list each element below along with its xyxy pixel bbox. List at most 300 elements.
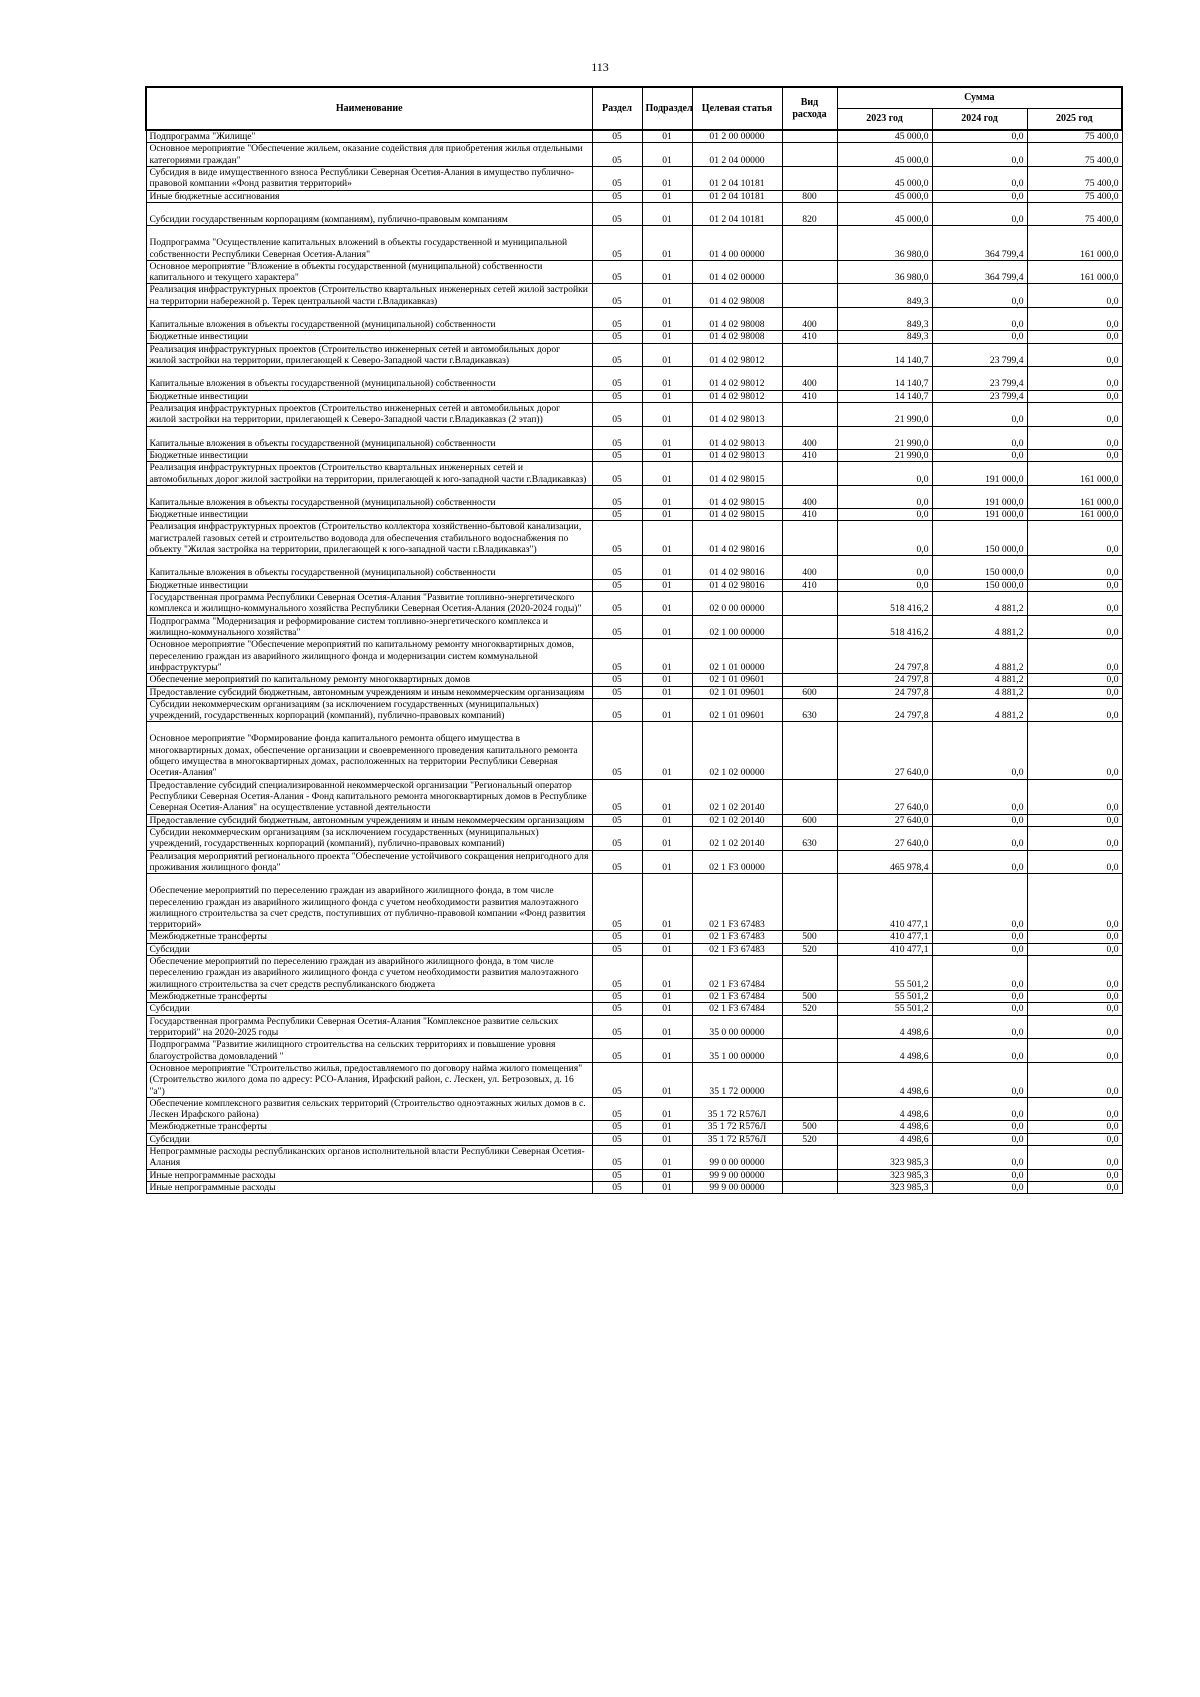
cell-name: Основное мероприятие "Обеспечение мероприятий по капитальному ремонту многоквартирных домов, переселению граждан из аварийного жилищного фонда и модернизации систем коммунальной инфраструктуры"	[146, 639, 592, 674]
table-row	[146, 592, 1122, 616]
cell-expense-type	[782, 722, 837, 779]
cell-sum-2025: 0,0	[1027, 1039, 1122, 1063]
cell-sum-2024: 0,0	[932, 1182, 1027, 1194]
cell-target-article: 02 1 01 09601	[692, 674, 782, 686]
cell-podrazdel: 01	[642, 956, 692, 991]
cell-sum-2023: 4 498,6	[837, 1121, 932, 1133]
cell-sum-2025: 0,0	[1027, 1015, 1122, 1039]
cell-sum-2025: 0,0	[1027, 943, 1122, 955]
cell-sum-2025: 0,0	[1027, 331, 1122, 343]
cell-razdel: 05	[592, 956, 642, 991]
header-podrazdel: Подраздел	[642, 87, 692, 130]
cell-expense-type	[782, 639, 837, 674]
cell-sum-2023: 55 501,2	[837, 991, 932, 1003]
cell-target-article: 01 4 02 98012	[692, 390, 782, 402]
cell-sum-2024: 0,0	[932, 779, 1027, 814]
table-row	[146, 931, 1122, 943]
table-row	[146, 390, 1122, 402]
cell-sum-2024: 0,0	[932, 202, 1027, 225]
cell-sum-2025: 0,0	[1027, 426, 1122, 449]
cell-name: Бюджетные инвестиции	[146, 449, 592, 461]
table-row	[146, 402, 1122, 426]
cell-podrazdel: 01	[642, 1121, 692, 1133]
cell-podrazdel: 01	[642, 343, 692, 367]
cell-sum-2025: 75 400,0	[1027, 143, 1122, 167]
cell-razdel: 05	[592, 402, 642, 426]
cell-sum-2025: 75 400,0	[1027, 130, 1122, 143]
cell-target-article: 99 9 00 00000	[692, 1182, 782, 1194]
cell-expense-type: 500	[782, 991, 837, 1003]
cell-sum-2024: 0,0	[932, 1121, 1027, 1133]
cell-sum-2024: 0,0	[932, 402, 1027, 426]
cell-sum-2024: 0,0	[932, 1039, 1027, 1063]
cell-sum-2024: 0,0	[932, 874, 1027, 931]
cell-name: Непрограммные расходы республиканских органов исполнительной власти Республики Северная Осетия-Алания	[146, 1146, 592, 1170]
cell-expense-type: 500	[782, 931, 837, 943]
cell-razdel: 05	[592, 462, 642, 486]
cell-podrazdel: 01	[642, 331, 692, 343]
cell-razdel: 05	[592, 390, 642, 402]
cell-name: Обеспечение мероприятий по переселению граждан из аварийного жилищного фонда, в том числе переселению граждан из аварийного жилищного фонда с учетом необходимости развития малоэтажного жилищного строительства за счет средств, поступивших от публично-правовой компании «Фонд развития территорий»	[146, 874, 592, 931]
cell-razdel: 05	[592, 1169, 642, 1181]
cell-podrazdel: 01	[642, 130, 692, 143]
cell-sum-2024: 0,0	[932, 143, 1027, 167]
cell-name: Бюджетные инвестиции	[146, 509, 592, 521]
cell-sum-2025: 0,0	[1027, 1097, 1122, 1121]
cell-sum-2025: 161 000,0	[1027, 226, 1122, 261]
cell-target-article: 35 1 72 R576Л	[692, 1121, 782, 1133]
budget-table	[145, 86, 1123, 1194]
cell-sum-2023: 410 477,1	[837, 931, 932, 943]
cell-razdel: 05	[592, 850, 642, 874]
cell-sum-2024: 0,0	[932, 1062, 1027, 1097]
table-row	[146, 556, 1122, 579]
cell-target-article: 35 1 72 R576Л	[692, 1133, 782, 1145]
cell-name: Субсидии	[146, 943, 592, 955]
cell-sum-2023: 45 000,0	[837, 202, 932, 225]
cell-target-article: 01 4 02 98015	[692, 485, 782, 508]
cell-sum-2025: 0,0	[1027, 991, 1122, 1003]
cell-name: Иные бюджетные ассигнования	[146, 190, 592, 202]
cell-sum-2024: 4 881,2	[932, 592, 1027, 616]
cell-sum-2024: 191 000,0	[932, 485, 1027, 508]
table-row	[146, 1097, 1122, 1121]
cell-expense-type: 400	[782, 367, 837, 390]
cell-sum-2024: 23 799,4	[932, 390, 1027, 402]
table-row	[146, 850, 1122, 874]
cell-sum-2023: 14 140,7	[837, 367, 932, 390]
table-row	[146, 686, 1122, 698]
cell-expense-type	[782, 260, 837, 284]
cell-target-article: 02 1 00 00000	[692, 615, 782, 639]
cell-expense-type: 630	[782, 698, 837, 722]
cell-razdel: 05	[592, 130, 642, 143]
cell-target-article: 01 2 04 00000	[692, 143, 782, 167]
cell-razdel: 05	[592, 331, 642, 343]
cell-sum-2023: 21 990,0	[837, 426, 932, 449]
cell-sum-2024: 0,0	[932, 190, 1027, 202]
cell-podrazdel: 01	[642, 1146, 692, 1170]
cell-podrazdel: 01	[642, 1039, 692, 1063]
cell-razdel: 05	[592, 202, 642, 225]
cell-razdel: 05	[592, 143, 642, 167]
cell-name: Капитальные вложения в объекты государственной (муниципальной) собственности	[146, 556, 592, 579]
table-row	[146, 449, 1122, 461]
cell-sum-2024: 0,0	[932, 284, 1027, 308]
cell-sum-2023: 14 140,7	[837, 343, 932, 367]
cell-podrazdel: 01	[642, 826, 692, 850]
cell-name: Предоставление субсидий бюджетным, автономным учреждениям и иным некоммерческим организациям	[146, 814, 592, 826]
cell-name: Капитальные вложения в объекты государственной (муниципальной) собственности	[146, 426, 592, 449]
table-row	[146, 509, 1122, 521]
cell-expense-type	[782, 1062, 837, 1097]
cell-sum-2023: 4 498,6	[837, 1015, 932, 1039]
cell-sum-2024: 23 799,4	[932, 343, 1027, 367]
table-row	[146, 1015, 1122, 1039]
cell-name: Обеспечение мероприятий по переселению граждан из аварийного жилищного фонда, в том числе переселению граждан из аварийного жилищного фонда с учетом необходимости развития малоэтажного жилищного строительства за счет средств республиканского бюджета	[146, 956, 592, 991]
cell-sum-2025: 0,0	[1027, 639, 1122, 674]
cell-sum-2024: 0,0	[932, 814, 1027, 826]
cell-expense-type	[782, 166, 837, 190]
cell-podrazdel: 01	[642, 485, 692, 508]
table-row	[146, 331, 1122, 343]
table-row	[146, 1039, 1122, 1063]
table-row	[146, 1121, 1122, 1133]
cell-expense-type	[782, 1146, 837, 1170]
table-row	[146, 615, 1122, 639]
cell-sum-2023: 4 498,6	[837, 1039, 932, 1063]
cell-razdel: 05	[592, 931, 642, 943]
cell-podrazdel: 01	[642, 1169, 692, 1181]
cell-expense-type	[782, 402, 837, 426]
cell-podrazdel: 01	[642, 722, 692, 779]
cell-target-article: 01 2 00 00000	[692, 130, 782, 143]
cell-razdel: 05	[592, 166, 642, 190]
cell-sum-2025: 0,0	[1027, 1146, 1122, 1170]
cell-sum-2025: 0,0	[1027, 308, 1122, 331]
cell-sum-2024: 364 799,4	[932, 260, 1027, 284]
table-row	[146, 874, 1122, 931]
cell-sum-2024: 0,0	[932, 1003, 1027, 1015]
cell-podrazdel: 01	[642, 639, 692, 674]
cell-podrazdel: 01	[642, 308, 692, 331]
cell-name: Капитальные вложения в объекты государственной (муниципальной) собственности	[146, 308, 592, 331]
cell-sum-2023: 465 978,4	[837, 850, 932, 874]
cell-sum-2024: 191 000,0	[932, 509, 1027, 521]
cell-sum-2025: 161 000,0	[1027, 485, 1122, 508]
cell-name: Реализация мероприятий регионального проекта "Обеспечение устойчивого сокращения непригодного для проживания жилищного фонда"	[146, 850, 592, 874]
table-row	[146, 991, 1122, 1003]
cell-expense-type	[782, 1015, 837, 1039]
cell-razdel: 05	[592, 779, 642, 814]
cell-target-article: 01 4 02 98016	[692, 556, 782, 579]
cell-sum-2025: 0,0	[1027, 1133, 1122, 1145]
cell-sum-2025: 0,0	[1027, 850, 1122, 874]
cell-name: Субсидия в виде имущественного взноса Республики Северная Осетия-Алания в имущество публично-правовой компании «Фонд развития территорий»	[146, 166, 592, 190]
cell-sum-2024: 191 000,0	[932, 462, 1027, 486]
cell-sum-2025: 0,0	[1027, 1062, 1122, 1097]
cell-podrazdel: 01	[642, 367, 692, 390]
cell-sum-2025: 0,0	[1027, 390, 1122, 402]
cell-sum-2025: 0,0	[1027, 814, 1122, 826]
cell-expense-type: 410	[782, 579, 837, 591]
cell-podrazdel: 01	[642, 260, 692, 284]
cell-expense-type	[782, 343, 837, 367]
cell-target-article: 01 2 04 10181	[692, 166, 782, 190]
table-row	[146, 143, 1122, 167]
cell-expense-type	[782, 615, 837, 639]
cell-sum-2023: 45 000,0	[837, 190, 932, 202]
cell-name: Основное мероприятие "Обеспечение жильем, оказание содействия для приобретения жилья отдельными категориями граждан"	[146, 143, 592, 167]
cell-target-article: 01 2 04 10181	[692, 190, 782, 202]
cell-razdel: 05	[592, 556, 642, 579]
cell-sum-2025: 0,0	[1027, 874, 1122, 931]
header-year-2025: 2025 год	[1027, 109, 1122, 131]
cell-name: Субсидии	[146, 1003, 592, 1015]
header-year-2024: 2024 год	[932, 109, 1027, 131]
cell-sum-2025: 0,0	[1027, 1003, 1122, 1015]
cell-sum-2023: 0,0	[837, 462, 932, 486]
cell-target-article: 02 1 01 09601	[692, 698, 782, 722]
cell-name: Бюджетные инвестиции	[146, 579, 592, 591]
cell-target-article: 02 1 02 20140	[692, 814, 782, 826]
cell-target-article: 02 1 F3 67484	[692, 1003, 782, 1015]
cell-sum-2023: 4 498,6	[837, 1062, 932, 1097]
cell-expense-type: 520	[782, 1133, 837, 1145]
cell-podrazdel: 01	[642, 943, 692, 955]
table-row	[146, 426, 1122, 449]
cell-razdel: 05	[592, 260, 642, 284]
cell-sum-2023: 21 990,0	[837, 449, 932, 461]
cell-target-article: 02 1 01 00000	[692, 639, 782, 674]
cell-razdel: 05	[592, 1015, 642, 1039]
cell-expense-type	[782, 1169, 837, 1181]
cell-sum-2023: 14 140,7	[837, 390, 932, 402]
cell-name: Межбюджетные трансферты	[146, 991, 592, 1003]
cell-name: Реализация инфраструктурных проектов (Строительство коллектора хозяйственно-бытовой канализации, магистралей газовых сетей и строительство водовода для обеспечения стабильного водоснабжения по объекту "Жилая застройка на территории, прилегающей к юго-западной части г.Владикавказ")	[146, 521, 592, 556]
header-target-article: Целевая статья	[692, 87, 782, 130]
cell-sum-2025: 0,0	[1027, 1169, 1122, 1181]
cell-sum-2025: 75 400,0	[1027, 166, 1122, 190]
cell-razdel: 05	[592, 674, 642, 686]
cell-razdel: 05	[592, 814, 642, 826]
cell-target-article: 01 4 02 98015	[692, 462, 782, 486]
cell-sum-2025: 161 000,0	[1027, 462, 1122, 486]
cell-sum-2024: 0,0	[932, 1169, 1027, 1181]
table-row	[146, 1182, 1122, 1194]
cell-podrazdel: 01	[642, 1182, 692, 1194]
cell-razdel: 05	[592, 521, 642, 556]
cell-sum-2025: 0,0	[1027, 826, 1122, 850]
cell-sum-2025: 0,0	[1027, 367, 1122, 390]
table-header	[146, 87, 1122, 130]
cell-sum-2023: 24 797,8	[837, 698, 932, 722]
cell-sum-2024: 0,0	[932, 1015, 1027, 1039]
cell-sum-2025: 0,0	[1027, 579, 1122, 591]
header-razdel: Раздел	[592, 87, 642, 130]
cell-target-article: 02 1 F3 67483	[692, 931, 782, 943]
table-row	[146, 308, 1122, 331]
table-row	[146, 367, 1122, 390]
cell-sum-2023: 4 498,6	[837, 1097, 932, 1121]
cell-sum-2024: 0,0	[932, 722, 1027, 779]
cell-target-article: 01 4 02 98016	[692, 579, 782, 591]
cell-podrazdel: 01	[642, 166, 692, 190]
cell-expense-type: 820	[782, 202, 837, 225]
cell-name: Субсидии	[146, 1133, 592, 1145]
cell-expense-type	[782, 674, 837, 686]
cell-expense-type	[782, 462, 837, 486]
cell-sum-2025: 0,0	[1027, 343, 1122, 367]
cell-podrazdel: 01	[642, 1133, 692, 1145]
header-name: Наименование	[146, 87, 592, 130]
cell-sum-2025: 0,0	[1027, 722, 1122, 779]
table-row	[146, 943, 1122, 955]
cell-target-article: 01 4 02 00000	[692, 260, 782, 284]
cell-name: Субсидии государственным корпорациям (компаниям), публично-правовым компаниям	[146, 202, 592, 225]
cell-podrazdel: 01	[642, 426, 692, 449]
cell-razdel: 05	[592, 1003, 642, 1015]
cell-razdel: 05	[592, 722, 642, 779]
table-row	[146, 485, 1122, 508]
table-row	[146, 814, 1122, 826]
cell-target-article: 01 2 04 10181	[692, 202, 782, 225]
cell-sum-2024: 150 000,0	[932, 556, 1027, 579]
cell-sum-2023: 27 640,0	[837, 826, 932, 850]
cell-target-article: 02 1 F3 67484	[692, 991, 782, 1003]
cell-razdel: 05	[592, 426, 642, 449]
cell-sum-2025: 0,0	[1027, 556, 1122, 579]
cell-sum-2024: 0,0	[932, 943, 1027, 955]
table-row	[146, 226, 1122, 261]
cell-sum-2023: 0,0	[837, 556, 932, 579]
cell-podrazdel: 01	[642, 509, 692, 521]
cell-sum-2023: 518 416,2	[837, 615, 932, 639]
cell-sum-2024: 4 881,2	[932, 698, 1027, 722]
table-row	[146, 1169, 1122, 1181]
cell-sum-2024: 0,0	[932, 1097, 1027, 1121]
cell-razdel: 05	[592, 639, 642, 674]
cell-sum-2023: 0,0	[837, 521, 932, 556]
cell-sum-2024: 0,0	[932, 1146, 1027, 1170]
cell-expense-type	[782, 592, 837, 616]
table-row	[146, 260, 1122, 284]
cell-razdel: 05	[592, 1146, 642, 1170]
cell-target-article: 02 1 F3 67484	[692, 956, 782, 991]
cell-sum-2025: 0,0	[1027, 1121, 1122, 1133]
cell-sum-2024: 0,0	[932, 991, 1027, 1003]
cell-expense-type: 520	[782, 943, 837, 955]
cell-target-article: 02 1 02 00000	[692, 722, 782, 779]
cell-razdel: 05	[592, 343, 642, 367]
cell-sum-2023: 24 797,8	[837, 674, 932, 686]
cell-sum-2025: 0,0	[1027, 284, 1122, 308]
table-row	[146, 956, 1122, 991]
cell-target-article: 02 1 F3 67483	[692, 874, 782, 931]
table-row	[146, 1133, 1122, 1145]
cell-sum-2023: 410 477,1	[837, 943, 932, 955]
cell-name: Субсидии некоммерческим организациям (за исключением государственных (муниципальных) учреждений, государственных корпораций (компаний), публично-правовых компаний)	[146, 826, 592, 850]
cell-podrazdel: 01	[642, 143, 692, 167]
cell-podrazdel: 01	[642, 991, 692, 1003]
cell-name: Иные непрограммные расходы	[146, 1169, 592, 1181]
cell-podrazdel: 01	[642, 1003, 692, 1015]
cell-sum-2023: 323 985,3	[837, 1169, 932, 1181]
cell-expense-type	[782, 956, 837, 991]
table-row	[146, 284, 1122, 308]
cell-name: Предоставление субсидий специализированной некоммерческой организации "Региональный оператор Республики Северная Осетия-Алания - Фонд капитального ремонта многоквартирных домов в Республике Северная Осетия-Алания" на осуществление уставной деятельности	[146, 779, 592, 814]
cell-sum-2025: 0,0	[1027, 931, 1122, 943]
cell-podrazdel: 01	[642, 698, 692, 722]
table-row	[146, 521, 1122, 556]
cell-target-article: 99 0 00 00000	[692, 1146, 782, 1170]
cell-name: Капитальные вложения в объекты государственной (муниципальной) собственности	[146, 367, 592, 390]
cell-name: Реализация инфраструктурных проектов (Строительство квартальных инженерных сетей и автомобильных дорог жилой застройки на территории, прилегающей к юго-западной части г.Владикавказ)	[146, 462, 592, 486]
cell-sum-2023: 36 980,0	[837, 226, 932, 261]
cell-sum-2024: 150 000,0	[932, 521, 1027, 556]
cell-target-article: 02 0 00 00000	[692, 592, 782, 616]
table-row	[146, 639, 1122, 674]
cell-sum-2024: 0,0	[932, 850, 1027, 874]
cell-target-article: 01 4 02 98012	[692, 343, 782, 367]
cell-name: Реализация инфраструктурных проектов (Строительство квартальных инженерных сетей жилой застройки на территории набережной р. Терек центральной части г.Владикавказ)	[146, 284, 592, 308]
cell-razdel: 05	[592, 991, 642, 1003]
cell-name: Предоставление субсидий бюджетным, автономным учреждениям и иным некоммерческим организациям	[146, 686, 592, 698]
cell-podrazdel: 01	[642, 226, 692, 261]
cell-sum-2024: 4 881,2	[932, 639, 1027, 674]
cell-sum-2025: 75 400,0	[1027, 190, 1122, 202]
table-row	[146, 1003, 1122, 1015]
cell-expense-type: 410	[782, 390, 837, 402]
cell-target-article: 02 1 02 20140	[692, 826, 782, 850]
cell-sum-2025: 0,0	[1027, 615, 1122, 639]
cell-name: Межбюджетные трансферты	[146, 931, 592, 943]
cell-podrazdel: 01	[642, 779, 692, 814]
cell-sum-2024: 4 881,2	[932, 674, 1027, 686]
cell-expense-type: 400	[782, 485, 837, 508]
cell-name: Подпрограмма "Развитие жилищного строительства на сельских территориях и повышение уровня благоустройства домовладений "	[146, 1039, 592, 1063]
cell-sum-2025: 161 000,0	[1027, 509, 1122, 521]
cell-target-article: 01 4 02 98008	[692, 284, 782, 308]
cell-target-article: 35 0 00 00000	[692, 1015, 782, 1039]
table-row	[146, 698, 1122, 722]
cell-sum-2024: 0,0	[932, 931, 1027, 943]
cell-sum-2023: 45 000,0	[837, 143, 932, 167]
cell-sum-2023: 27 640,0	[837, 722, 932, 779]
cell-expense-type	[782, 143, 837, 167]
cell-podrazdel: 01	[642, 686, 692, 698]
cell-razdel: 05	[592, 485, 642, 508]
cell-target-article: 35 1 72 00000	[692, 1062, 782, 1097]
cell-expense-type	[782, 850, 837, 874]
cell-razdel: 05	[592, 1062, 642, 1097]
cell-sum-2025: 0,0	[1027, 698, 1122, 722]
cell-name: Подпрограмма "Осуществление капитальных вложений в объекты государственной и муниципальной собственности Республики Северная Осетия-Алания"	[146, 226, 592, 261]
cell-podrazdel: 01	[642, 202, 692, 225]
cell-sum-2024: 0,0	[932, 331, 1027, 343]
cell-podrazdel: 01	[642, 814, 692, 826]
cell-name: Капитальные вложения в объекты государственной (муниципальной) собственности	[146, 485, 592, 508]
table-body	[146, 130, 1122, 1194]
cell-sum-2025: 0,0	[1027, 956, 1122, 991]
cell-razdel: 05	[592, 826, 642, 850]
cell-sum-2025: 0,0	[1027, 674, 1122, 686]
header-expense-type: Вид расхода	[782, 87, 837, 130]
cell-podrazdel: 01	[642, 449, 692, 461]
cell-expense-type: 400	[782, 426, 837, 449]
page-number: 113	[591, 60, 609, 74]
cell-sum-2024: 0,0	[932, 130, 1027, 143]
